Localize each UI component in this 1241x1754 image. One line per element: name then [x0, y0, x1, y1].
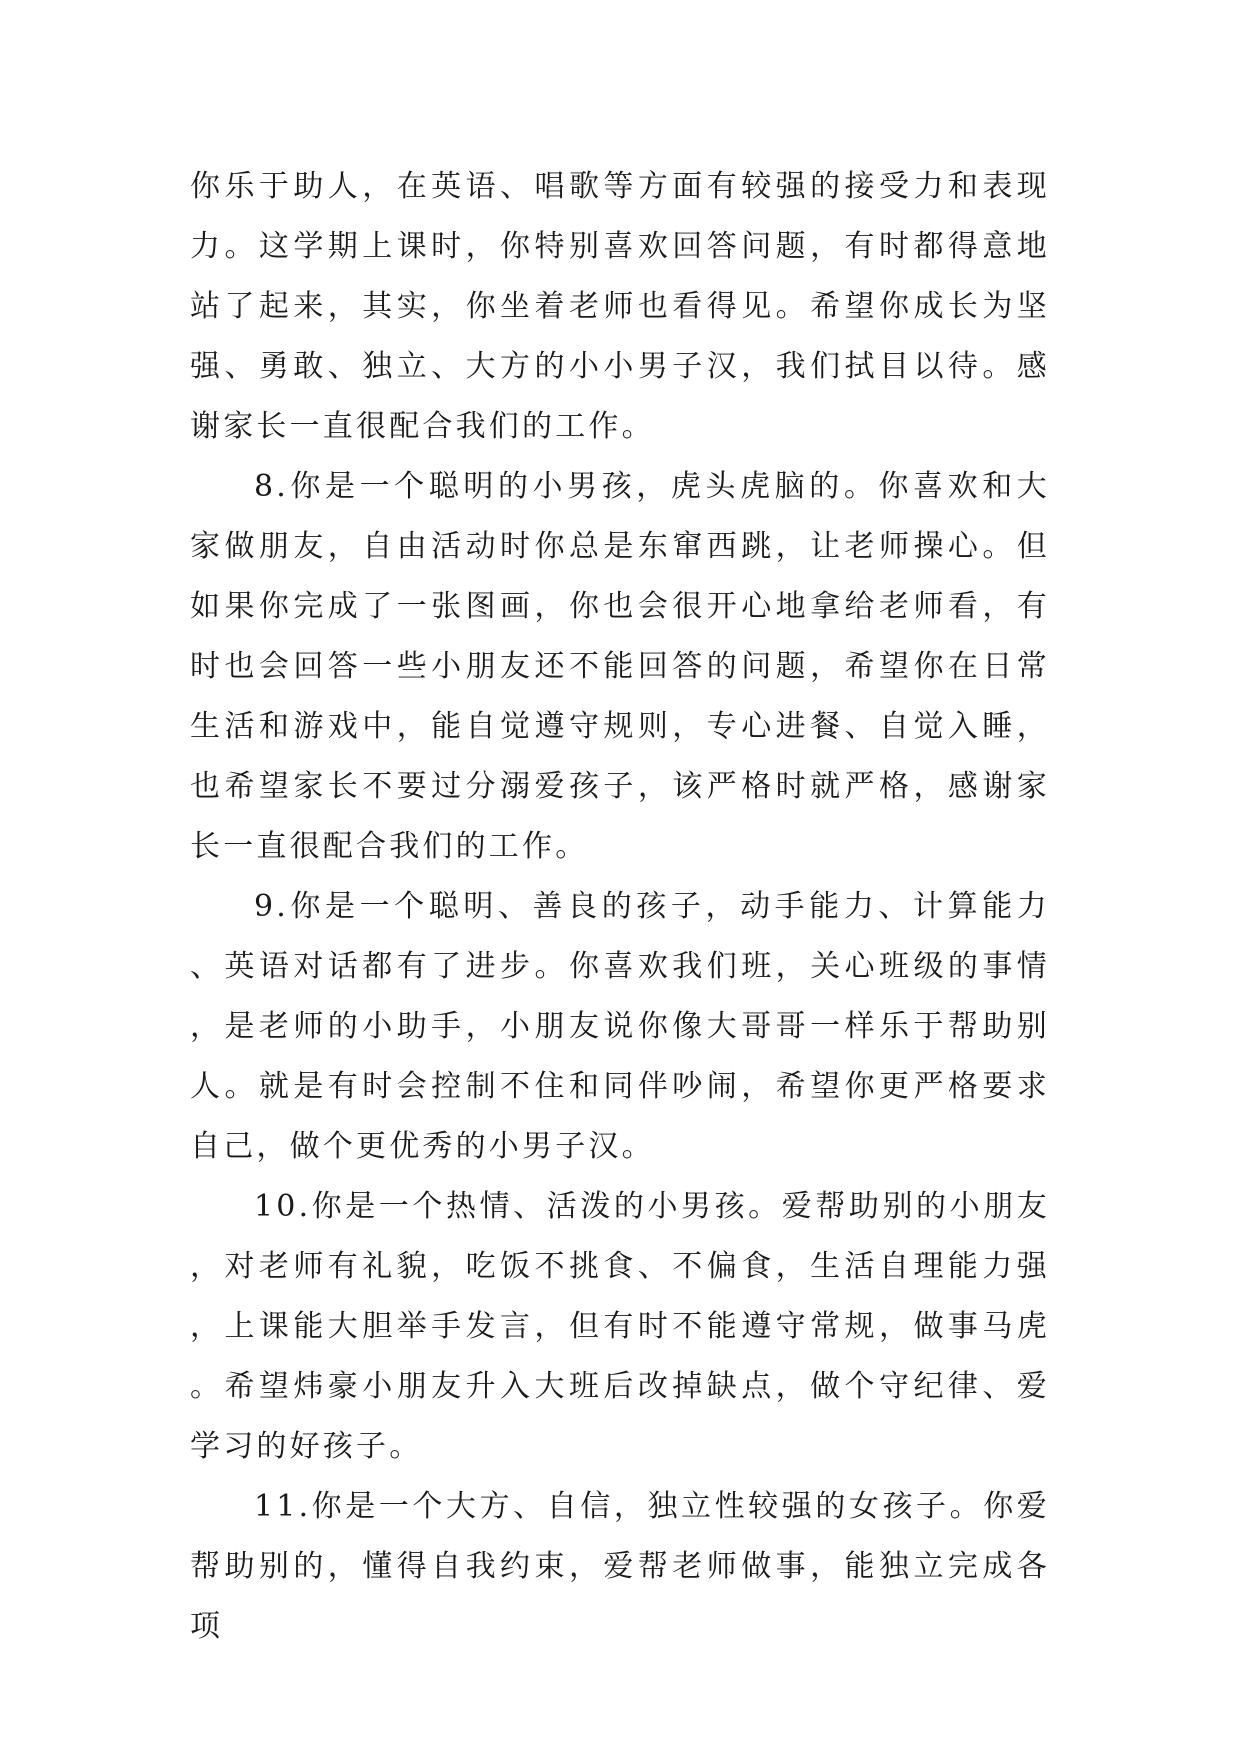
paragraph-item-8: 8.你是一个聪明的小男孩，虎头虎脑的。你喜欢和大家做朋友，自由活动时你总是东窜西跳，让老师操心。但如果你完成了一张图画，你也会很开心地拿给老师看，有时也会回答一些小朋友还不能回答的问题，希望你在日常生活和游戏中，能自觉遵守规则，专心进餐、自觉入睡，也希望家长不要过分溺爱孩子，该严格时就严格，感谢家长一直很配合我们的工作。 [190, 469, 1050, 864]
document-body [190, 157, 1050, 1657]
paragraph-item-9: 9.你是一个聪明、善良的孩子，动手能力、计算能力、英语对话都有了进步。你喜欢我们班，关心班级的事情，是老师的小助手，小朋友说你像大哥哥一样乐于帮助别人。就是有时会控制不住和同伴吵闹，希望你更严格要求自己，做个更优秀的小男子汉。 [190, 889, 1050, 1164]
paragraph-item-10: 10.你是一个热情、活泼的小男孩。爱帮助别的小朋友，对老师有礼貌，吃饭不挑食、不偏食，生活自理能力强，上课能大胆举手发言，但有时不能遵守常规，做事马虎。希望炜豪小朋友升入大班后改掉缺点，做个守纪律、爱学习的好孩子。 [190, 1189, 1050, 1464]
paragraph-continued: 你乐于助人，在英语、唱歌等方面有较强的接受力和表现力。这学期上课时，你特别喜欢回答问题，有时都得意地站了起来，其实，你坐着老师也看得见。希望你成长为坚强、勇敢、独立、大方的小小男子汉，我们拭目以待。感谢家长一直很配合我们的工作。 [190, 169, 1050, 444]
paragraph-item-11: 11.你是一个大方、自信，独立性较强的女孩子。你爱帮助别的，懂得自我约束，爱帮老师做事，能独立完成各项 [190, 1489, 1050, 1644]
